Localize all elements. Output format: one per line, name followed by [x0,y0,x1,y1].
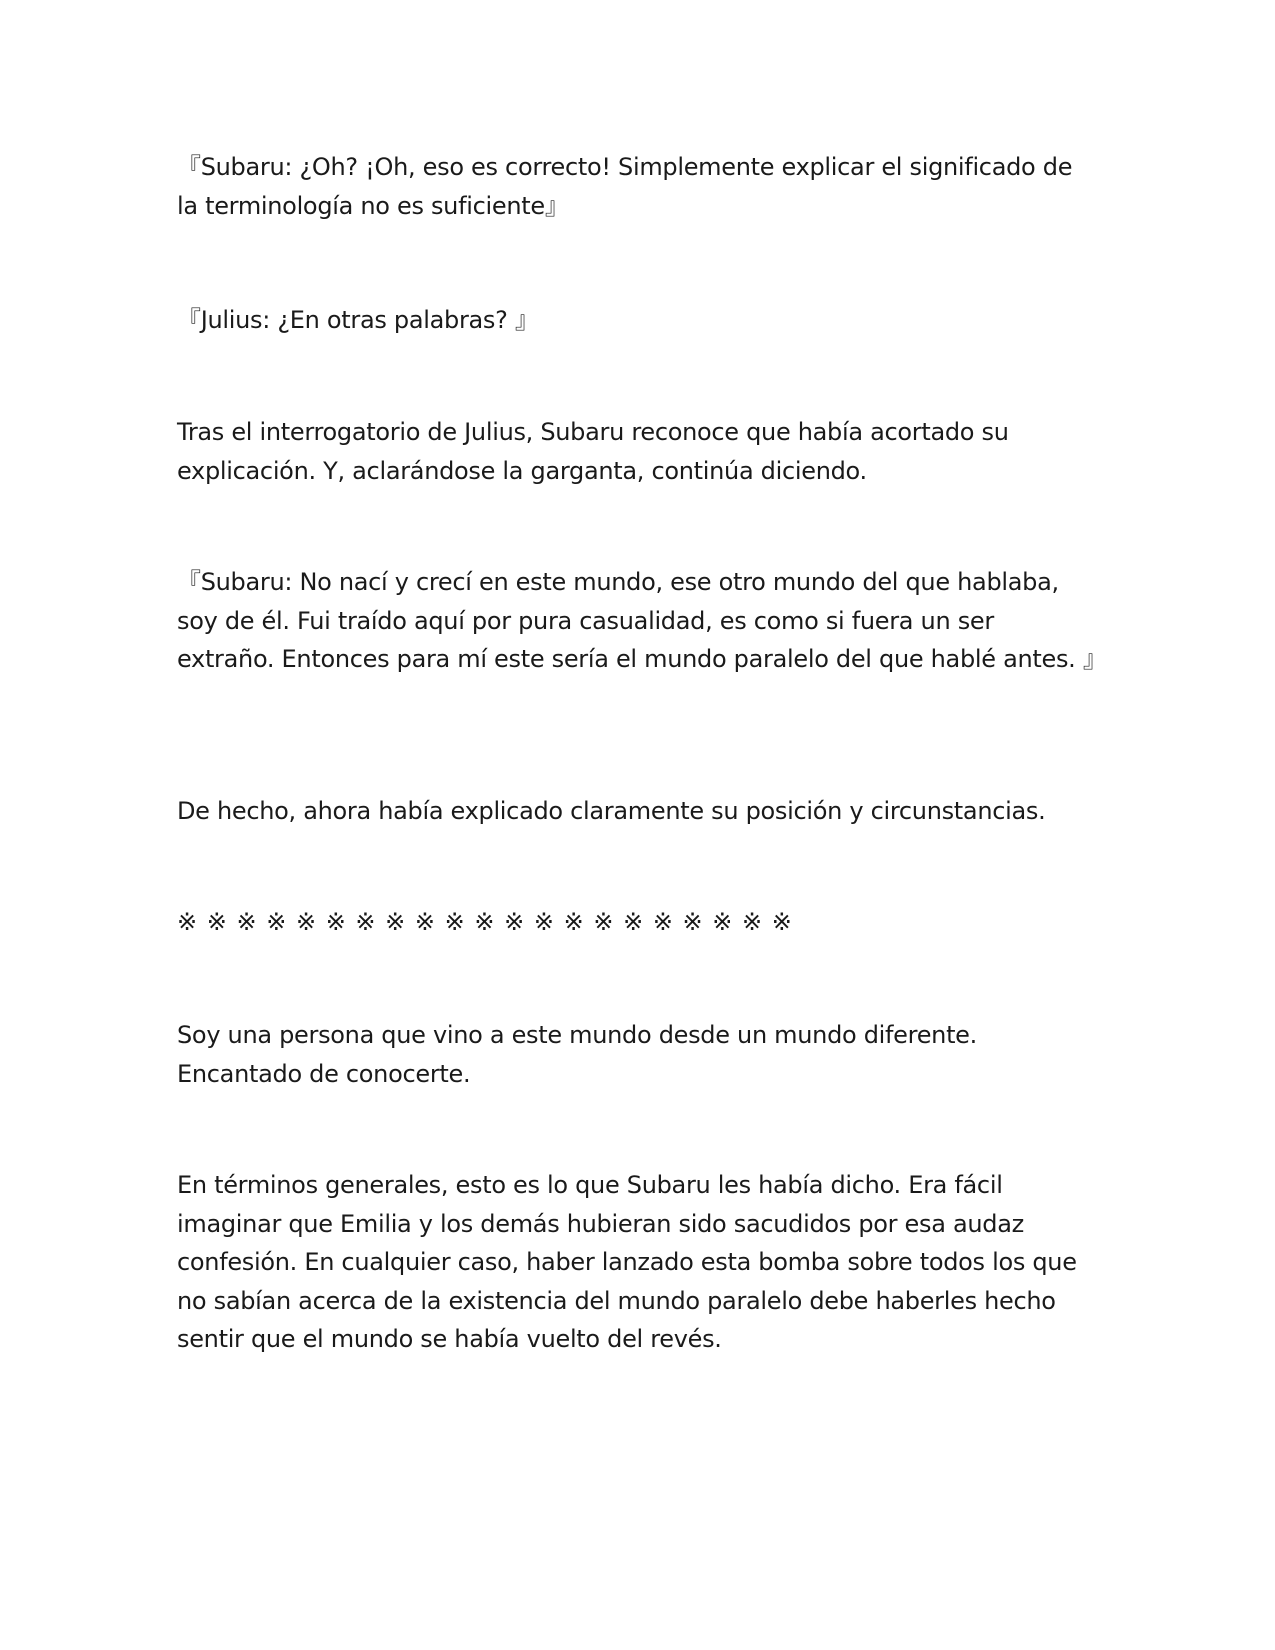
dialogue-subaru-terminology: 『Subaru: ¿Oh? ¡Oh, eso es correcto! Simplemente explicar el significado de la terminología no es suficiente』 [177,153,1073,220]
dialogue-julius-question: 『Julius: ¿En otras palabras? 』 [177,306,539,334]
scene-break-divider: ※ ※ ※ ※ ※ ※ ※ ※ ※ ※ ※ ※ ※ ※ ※ ※ ※ ※ ※ ※ ※ [177,908,792,936]
narration-explained: De hecho, ahora había explicado claramente su posición y circunstancias. [177,797,1046,825]
narration-introduction: Soy una persona que vino a este mundo desde un mundo diferente. Encantado de conocerte. [177,1021,977,1088]
narration-interrogation: Tras el interrogatorio de Julius, Subaru reconoce que había acortado su explicación. Y, aclarándose la garganta, continúa diciendo. [177,418,1009,485]
dialogue-subaru-origin: 『Subaru: No nací y crecí en este mundo, ese otro mundo del que hablaba, soy de él. Fui traído aquí por pura casualidad, es como si fuera un ser extraño. Entonces para mí este sería el mundo paralelo del que hablé antes. 』 [177,568,1107,673]
narration-summary: En términos generales, esto es lo que Subaru les había dicho. Era fácil imaginar que Emilia y los demás hubieran sido sacudidos por esa audaz confesión. En cualquier caso, haber lanzado esta bomba sobre todos los que no sabían acerca de la existencia del mundo paralelo debe haberles hecho sentir que el mundo se había vuelto del revés. [177,1171,1077,1353]
